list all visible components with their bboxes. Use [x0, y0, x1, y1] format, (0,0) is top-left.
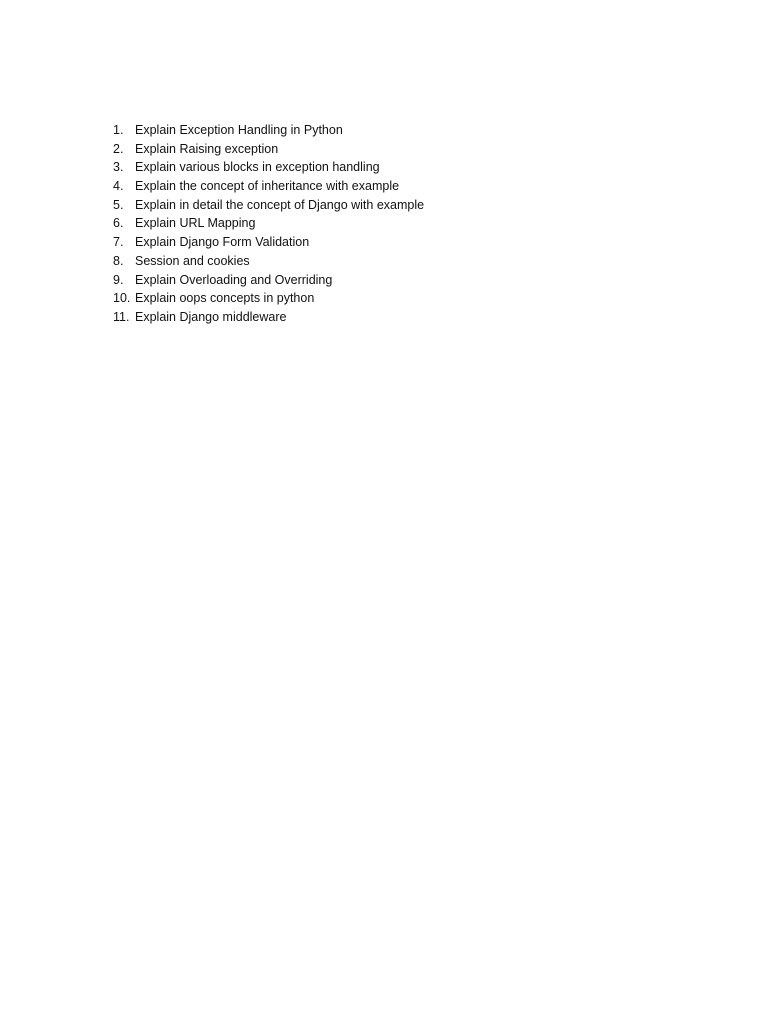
question-number: 8.: [113, 253, 124, 268]
question-number: 4.: [113, 179, 124, 194]
question-item: [113, 252, 424, 271]
question-number: 11.: [113, 309, 130, 324]
question-list: [113, 121, 424, 327]
question-number: 3.: [113, 160, 124, 175]
question-text: Explain the concept of inheritance with example: [135, 179, 400, 194]
question-text: Explain Overloading and Overriding: [135, 272, 333, 287]
question-item: [113, 289, 424, 308]
question-number: 10.: [113, 291, 131, 306]
question-text: Explain Exception Handling in Python: [135, 123, 343, 137]
question-item: [113, 177, 424, 196]
question-text: Explain oops concepts in python: [135, 291, 315, 306]
question-item: [113, 308, 424, 327]
question-item: [113, 271, 424, 290]
question-item: [113, 158, 424, 177]
question-text: Explain URL Mapping: [135, 216, 256, 231]
question-text: Explain Django middleware: [135, 309, 287, 324]
question-item: [113, 196, 424, 215]
question-number: 7.: [113, 235, 124, 250]
question-text: Session and cookies: [135, 253, 250, 268]
question-item: [113, 140, 424, 159]
question-item: [113, 214, 424, 233]
question-number: 6.: [113, 216, 124, 231]
question-text: Explain various blocks in exception handling: [135, 160, 380, 175]
question-number: 1.: [113, 123, 124, 137]
question-text: Explain Django Form Validation: [135, 235, 310, 250]
question-text: Explain in detail the concept of Django with example: [135, 197, 425, 212]
question-item: [113, 233, 424, 252]
question-number: 9.: [113, 272, 124, 287]
question-text: Explain Raising exception: [135, 141, 279, 156]
question-item: [113, 121, 424, 140]
question-number: 2.: [113, 141, 124, 156]
question-number: 5.: [113, 197, 124, 212]
